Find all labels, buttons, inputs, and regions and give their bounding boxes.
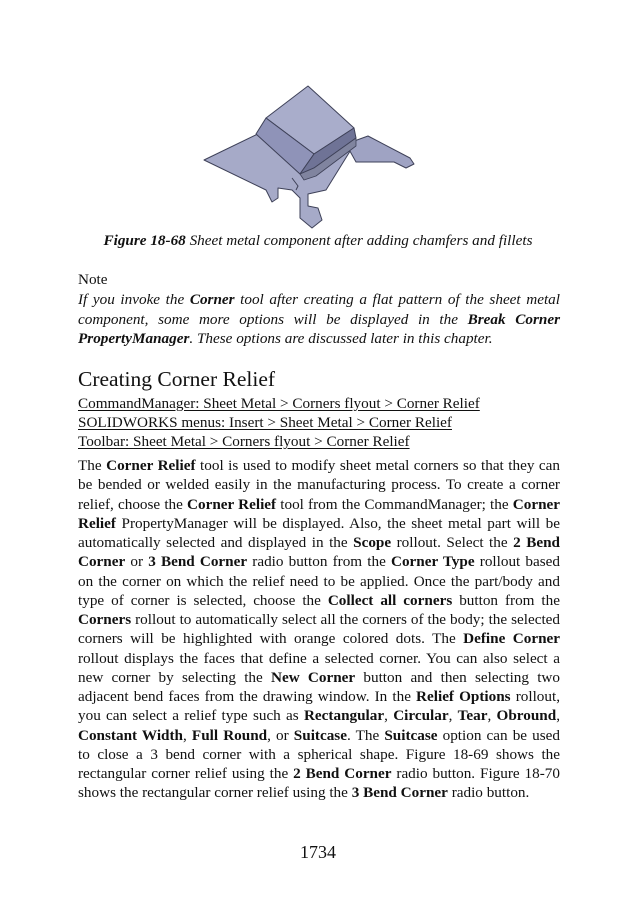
commandmanager-path: CommandManager: Sheet Metal > Corners flyout > Corner Relief [78,395,480,412]
note-body: If you invoke the Corner tool after creating a flat pattern of the sheet metal component, some more options will be displayed in the Break Corner PropertyManager. These options are discussed later in this chapter. [78,291,560,348]
page-number: 1734 [300,842,336,862]
sheet-metal-component-image [196,78,436,238]
figure-caption [0,232,636,250]
note-corner-term: Corner [189,291,235,308]
figure-label: Figure 18-68 [103,232,186,249]
figure-caption-text: Sheet metal component after adding chamfers and fillets [189,232,533,249]
command-paths [78,394,480,452]
note-break-corner-term: Break Corner PropertyManager [78,310,560,348]
note-heading: Note [78,271,108,288]
section-title: Creating Corner Relief [78,367,276,391]
menus-path: SOLIDWORKS menus: Insert > Sheet Metal > Corner Relief [78,414,452,432]
toolbar-path: Toolbar: Sheet Metal > Corners flyout > Corner Relief [78,433,410,451]
body-paragraph: The Corner Relief tool is used to modify sheet metal corners so that they can be bended or welded easily in the manufacturing process. To create a corner relief, choose the Corner Relief tool from the CommandManager; the Corner Relief PropertyManager will be displayed. Also, the sheet metal part will be automatically selected and displayed in the Scope rollout. Select the 2 Bend Corner or 3 Bend Corner radio button from the Corner Type rollout based on the corner on which the relief need to be applied. Once the part/body and type of corner is selected, choose the Collect all corners button from the Corners rollout to automatically select all the corners of the body; the selected corners will be highlighted with orange colored dots. The Define Corner rollout displays the faces that define a selected corner. You can also select a new corner by selecting the New Corner button and then selecting two adjacent bend faces from the drawing window. In the Relief Options rollout, you can select a relief type such as Rectangular, Circular, Tear, Obround, Constant Width, Full Round, or Suitcase. The Suitcase option can be used to close a 3 bend corner with a spherical shape. Figure 18-69 shows the rectangular corner relief using the 2 Bend Corner radio button. Figure 18-70 shows the rectangular corner relief using the 3 Bend Corner radio button. [78,457,561,802]
sheet-metal-figure [196,78,436,238]
